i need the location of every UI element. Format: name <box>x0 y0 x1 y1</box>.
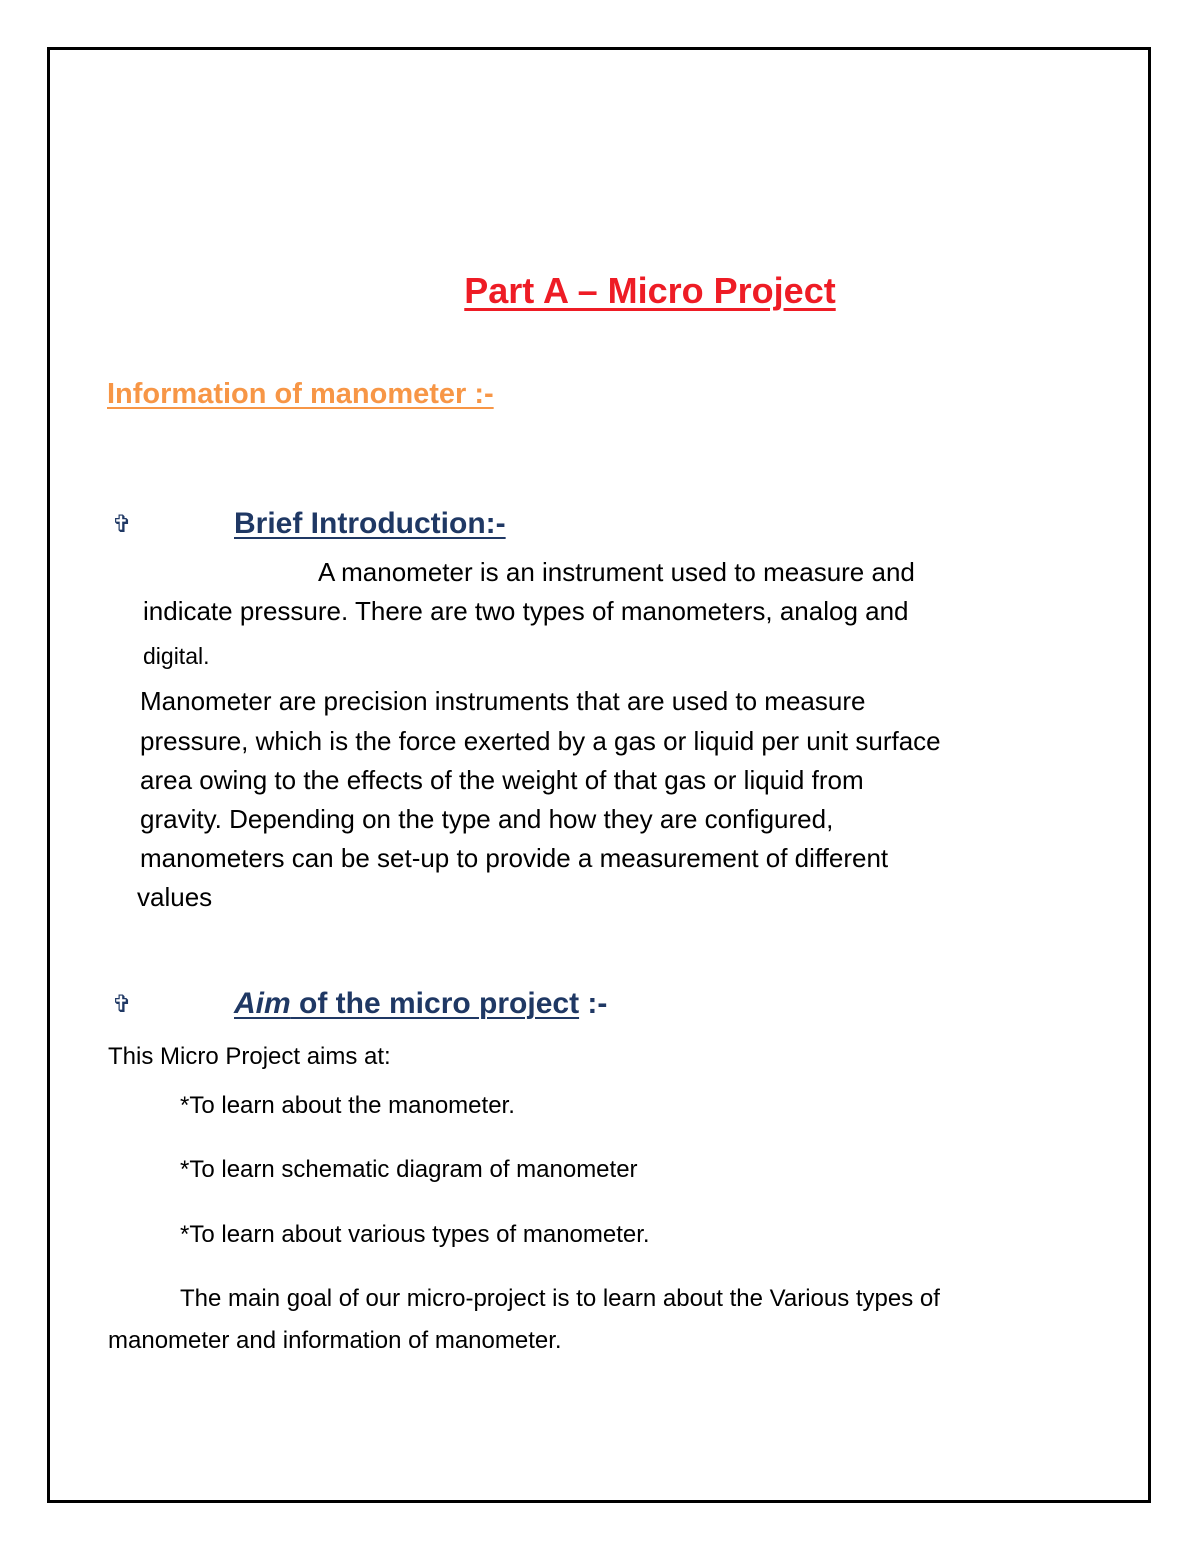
intro-para2-line-2: pressure, which is the force exerted by a gas or liquid per unit surface <box>140 726 941 756</box>
aim-lead: This Micro Project aims at: <box>108 1043 391 1070</box>
cross-bullet-icon: ✞ <box>112 511 133 538</box>
cross-bullet-icon: ✞ <box>112 991 133 1018</box>
aim-item-1: *To learn about the manometer. <box>180 1092 515 1119</box>
section-heading: Information of manometer :- <box>107 378 494 410</box>
aim-heading-emphasis: Aim <box>234 987 291 1020</box>
intro-line-1: A manometer is an instrument used to measure and <box>318 557 915 587</box>
aim-item-2: *To learn schematic diagram of manometer <box>180 1156 638 1183</box>
intro-para2-line-3: area owing to the effects of the weight of that gas or liquid from <box>140 765 864 795</box>
page-title: Part A – Micro Project <box>464 270 836 311</box>
aim-heading-text: of the micro project <box>290 987 580 1020</box>
aim-heading-suffix: :- <box>579 987 608 1020</box>
intro-line-3: digital. <box>143 643 210 669</box>
intro-heading <box>234 507 506 541</box>
intro-para2-line-5: manometers can be set-up to provide a measurement of different <box>140 843 889 873</box>
intro-para2-line-4: gravity. Depending on the type and how they are configured, <box>140 804 834 834</box>
intro-para2-line-1: Manometer are precision instruments that are used to measure <box>140 686 866 716</box>
goal-line-2: manometer and information of manometer. <box>108 1327 562 1354</box>
intro-para2-line-6: values <box>137 882 213 912</box>
goal-line-1: The main goal of our micro-project is to learn about the Various types of <box>180 1285 940 1312</box>
intro-line-2: indicate pressure. There are two types of manometers, analog and <box>143 596 909 626</box>
aim-item-3: *To learn about various types of manometer. <box>180 1221 650 1248</box>
intro-heading-text: Brief Introduction:- <box>234 507 506 540</box>
aim-heading <box>234 987 607 1021</box>
